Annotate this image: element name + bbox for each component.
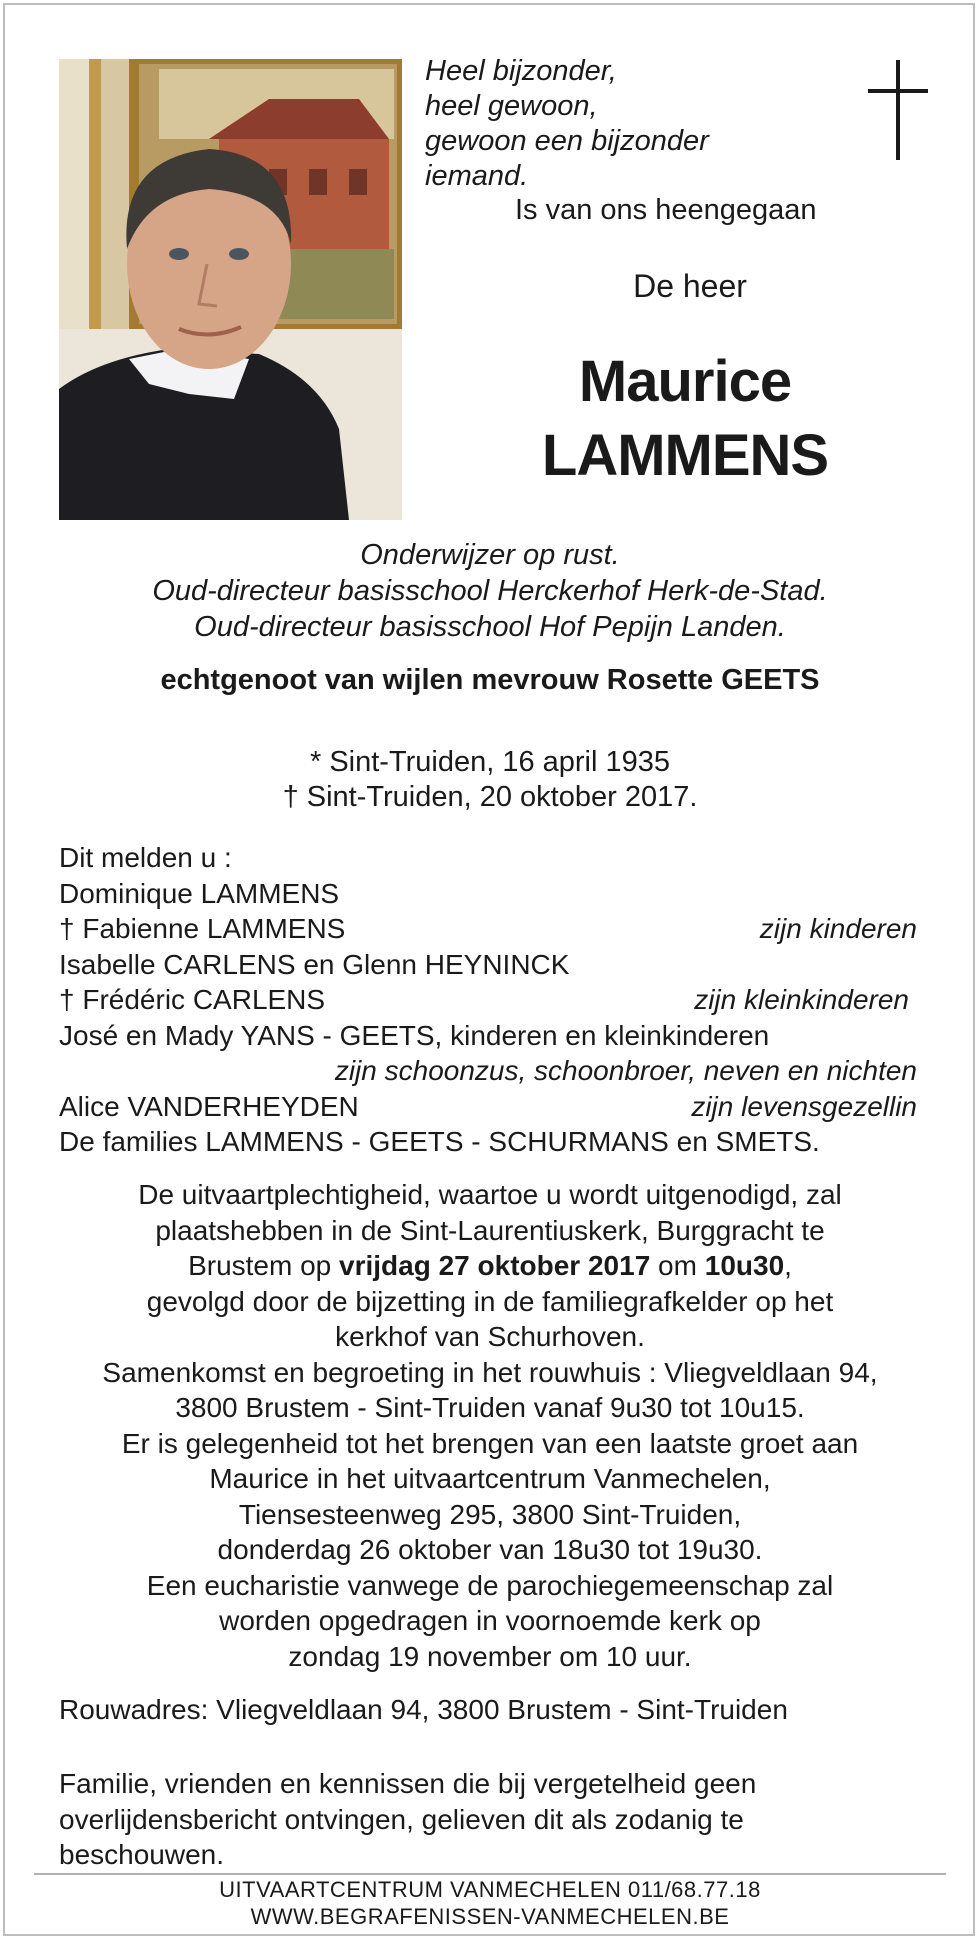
ceremony-line: Samenkomst en begroeting in het rouwhuis : Vliegveldlaan 94, [102, 1356, 878, 1388]
mourner-row [59, 876, 917, 912]
mourning-address: Rouwadres: Vliegveldlaan 94, 3800 Brustem - Sint-Truiden [59, 1694, 788, 1725]
professional-titles [40, 537, 940, 645]
ceremony-line: Er is gelegenheid tot het brengen van een laatste groet aan [121, 1427, 859, 1459]
mourner-name: Dit melden u : [59, 842, 232, 873]
closing-line: beschouwen. [59, 1839, 225, 1870]
ceremony-text: , [784, 1250, 792, 1281]
mourner-name: Isabelle CARLENS en Glenn HEYNINCK [59, 948, 570, 980]
mourner-row [59, 1089, 917, 1125]
footer-website: WWW.BEGRAFENISSEN-VANMECHELEN.BE [250, 1904, 730, 1929]
closing-note [59, 1766, 919, 1873]
ceremony-text: om [650, 1250, 705, 1281]
mourner-row [59, 1018, 917, 1054]
mourner-row [59, 1053, 917, 1089]
title-line: Oud-directeur basisschool Herckerhof Herk-de-Stad. [152, 575, 828, 607]
birth-date: * Sint-Truiden, 16 april 1935 [309, 746, 671, 778]
mourner-row [59, 911, 917, 947]
footer-phone: UITVAARTCENTRUM VANMECHELEN 011/68.77.18 [219, 1877, 761, 1902]
salutation: De heer [633, 268, 747, 304]
mourner-row [59, 840, 917, 876]
ceremony-text: Brustem op [188, 1250, 340, 1281]
ceremony-line: zondag 19 november om 10 uur. [288, 1640, 692, 1672]
ceremony-line-date [40, 1248, 940, 1284]
mourner-row [59, 947, 917, 983]
ceremony-time: 10u30 [704, 1250, 785, 1281]
ceremony-line: Een eucharistie vanwege de parochiegemeenschap zal [146, 1569, 834, 1601]
mourner-row [59, 982, 917, 1018]
funeral-home-footer [40, 1876, 940, 1930]
mourner-relation: zijn schoonzus, schoonbroer, neven en nichten [334, 1055, 917, 1086]
mourner-relation: zijn kinderen [759, 913, 917, 944]
ceremony-date: vrijdag 27 oktober 2017 [339, 1250, 651, 1281]
title-line: Onderwijzer op rust. [360, 539, 620, 571]
mourner-name: Dominique LAMMENS [59, 877, 340, 909]
ceremony-details [40, 1177, 940, 1674]
first-name: Maurice [578, 349, 792, 414]
poem-line: iemand. [425, 160, 529, 192]
ceremony-line: gevolgd door de bijzetting in de familiegrafkelder op het [146, 1285, 834, 1317]
ceremony-line: Maurice in het uitvaartcentrum Vanmechelen, [209, 1463, 771, 1494]
closing-line: overlijdensbericht ontvingen, gelieven dit als zodanig te [59, 1803, 744, 1835]
ceremony-line: plaatshebben in de Sint-Laurentiuskerk, Burggracht te [155, 1214, 825, 1246]
ceremony-line: 3800 Brustem - Sint-Truiden vanaf 9u30 tot 10u15. [175, 1392, 805, 1423]
last-name: LAMMENS [541, 423, 829, 488]
portrait-photo [59, 59, 402, 520]
mourner-relation: zijn kleinkinderen [694, 984, 909, 1015]
mourner-row [59, 1124, 917, 1160]
ceremony-line: kerkhof van Schurhoven. [335, 1321, 645, 1352]
ceremony-line: donderdag 26 oktober van 18u30 tot 19u30. [217, 1534, 763, 1565]
mourner-name: Alice VANDERHEYDEN [59, 1090, 359, 1122]
life-dates [40, 745, 940, 815]
mourner-name: † Frédéric CARLENS [59, 984, 326, 1015]
mourner-name: † Fabienne LAMMENS [59, 913, 346, 944]
poem-line: gewoon een bijzonder [425, 125, 709, 157]
mourner-name: De families LAMMENS - GEETS - SCHURMANS en SMETS. [59, 1126, 820, 1157]
departed-text: Is van ons heengegaan [515, 194, 817, 226]
mourner-name: José en Mady YANS - GEETS, kinderen en kleinkinderen [59, 1019, 770, 1051]
cross-icon [868, 60, 928, 160]
mourner-relation: zijn levensgezellin [691, 1090, 917, 1122]
footer-divider [34, 1873, 946, 1875]
death-date: † Sint-Truiden, 20 oktober 2017. [282, 781, 698, 813]
ceremony-line: worden opgedragen in voornoemde kerk op [219, 1605, 761, 1636]
poem-line: Heel bijzonder, [425, 55, 617, 87]
spouse-line: echtgenoot van wijlen mevrouw Rosette GEETS [160, 664, 820, 696]
mourners-list [59, 840, 917, 1160]
ceremony-line: De uitvaartplechtigheid, waartoe u wordt uitgenodigd, zal [138, 1179, 842, 1210]
poem [425, 54, 855, 194]
closing-line: Familie, vrienden en kennissen die bij vergetelheid geen [59, 1768, 757, 1799]
poem-line: heel gewoon, [425, 90, 598, 122]
ceremony-line: Tiensesteenweg 295, 3800 Sint-Truiden, [238, 1498, 742, 1530]
title-line: Oud-directeur basisschool Hof Pepijn Landen. [194, 611, 786, 643]
